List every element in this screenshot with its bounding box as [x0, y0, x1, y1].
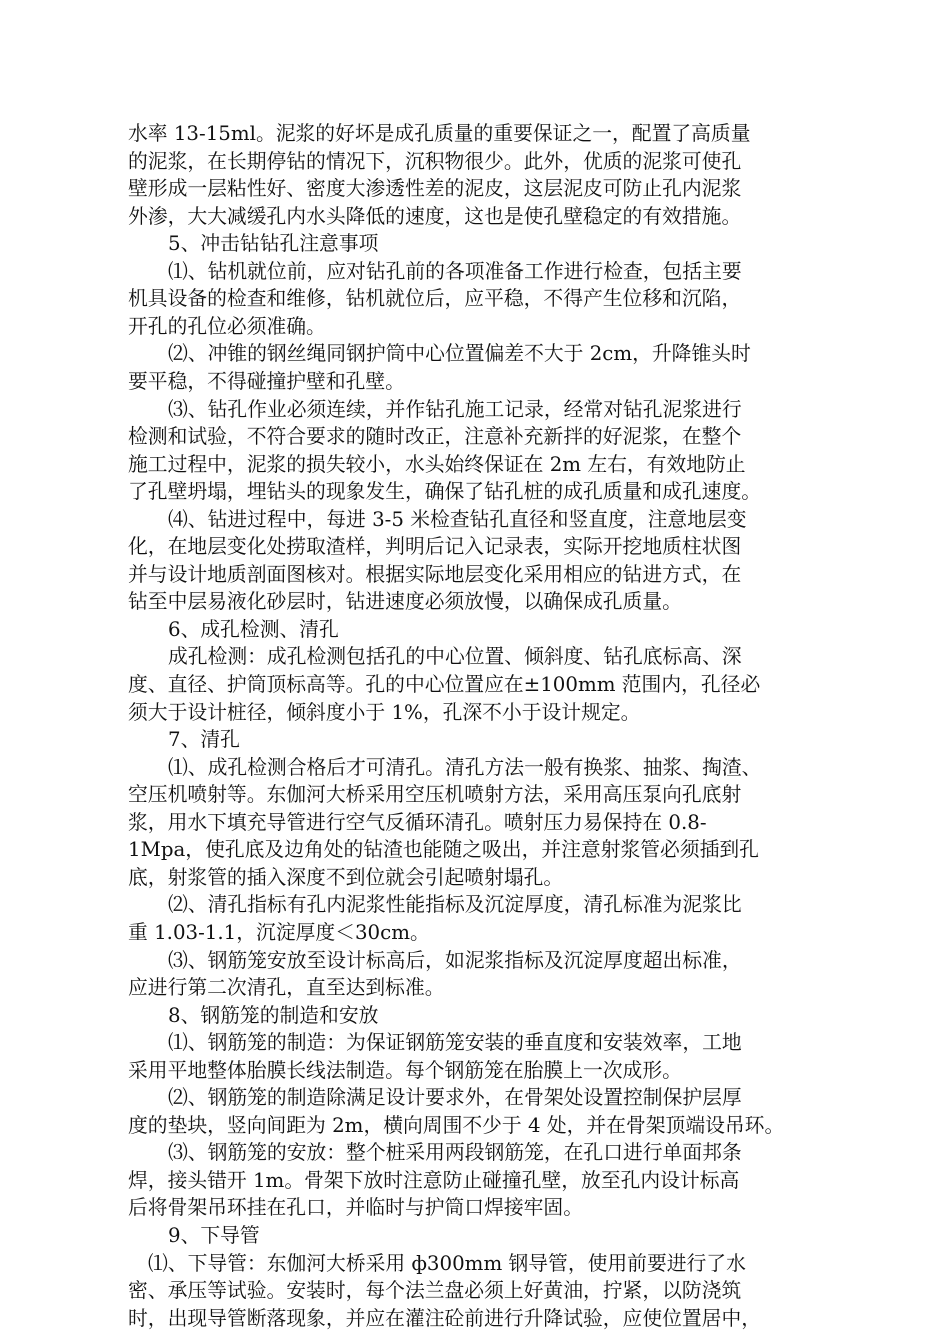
text-line: ⑷、钻进过程中，每进 3-5 米检查钻孔直径和竖直度，注意地层变 [168, 508, 747, 531]
text-line: 底，射浆管的插入深度不到位就会引起喷射塌孔。 [128, 866, 564, 889]
section-heading: 8、钢筋笼的制造和安放 [168, 1004, 379, 1027]
text-line: 开孔的孔位必须准确。 [128, 315, 326, 338]
text-line: 钻至中层易液化砂层时，钻进速度必须放慢，以确保成孔质量。 [128, 590, 682, 613]
section-heading: 6、成孔检测、清孔 [168, 618, 339, 641]
text-line: 浆，用水下填充导管进行空气反循环清孔。喷射压力易保持在 0.8- [128, 811, 707, 834]
text-line: 水率 13-15ml。泥浆的好坏是成孔质量的重要保证之一，配置了高质量 [128, 122, 751, 145]
text-line: 外渗，大大减缓孔内水头降低的速度，这也是使孔壁稳定的有效措施。 [128, 205, 742, 228]
text-line: 焊，接头错开 1m。骨架下放时注意防止碰撞孔壁，放至孔内设计标高 [128, 1169, 740, 1192]
section-heading: 7、清孔 [168, 728, 240, 751]
text-line: 采用平地整体胎膜长线法制造。每个钢筋笼在胎膜上一次成形。 [128, 1059, 682, 1082]
text-line: 时，出现导管断落现象，并应在灌注砼前进行升降试验，应使位置居中， [128, 1307, 762, 1330]
text-line: 检测和试验，不符合要求的随时改正，注意补充新拌的好泥浆，在整个 [128, 425, 742, 448]
text-line: 须大于设计桩径，倾斜度小于 1%，孔深不小于设计规定。 [128, 701, 641, 724]
text-line: 后将骨架吊环挂在孔口，并临时与护筒口焊接牢固。 [128, 1196, 583, 1219]
text-line: 成孔检测：成孔检测包括孔的中心位置、倾斜度、钻孔底标高、深 [168, 645, 742, 668]
text-line: ⑵、冲锥的钢丝绳同钢护筒中心位置偏差不大于 2cm，升降锥头时 [168, 342, 751, 365]
text-line: 机具设备的检查和维修，钻机就位后，应平稳，不得产生位移和沉陷， [128, 287, 742, 310]
text-line: ⑶、钻孔作业必须连续，并作钻孔施工记录，经常对钻孔泥浆进行 [168, 398, 742, 421]
text-line: 1Mpa，使孔底及边角处的钻渣也能随之吸出，并注意射浆管必须插到孔 [128, 838, 759, 861]
text-line: ⑴、钢筋笼的制造：为保证钢筋笼安装的垂直度和安装效率，工地 [168, 1031, 742, 1054]
text-line: ⑶、钢筋笼安放至设计标高后，如泥浆指标及沉淀厚度超出标准， [168, 949, 742, 972]
text-line: ⑴、下导管：东伽河大桥采用 ф300mm 钢导管，使用前要进行了水 [148, 1252, 746, 1275]
text-line: 化，在地层变化处捞取渣样，判明后记入记录表，实际开挖地质柱状图 [128, 535, 742, 558]
text-line: 了孔壁坍塌，埋钻头的现象发生，确保了钻孔桩的成孔质量和成孔速度。 [128, 480, 762, 503]
text-line: 度的垫块，竖向间距为 2m，横向周围不少于 4 处，并在骨架顶端设吊环。 [128, 1114, 785, 1137]
text-line: 重 1.03-1.1，沉淀厚度＜30cm。 [128, 921, 430, 944]
text-line: 度、直径、护筒顶标高等。孔的中心位置应在±100mm 范围内，孔径必 [128, 673, 761, 696]
text-line: ⑴、成孔检测合格后才可清孔。清孔方法一般有换浆、抽浆、掏渣、 [168, 756, 762, 779]
text-line: ⑶、钢筋笼的安放：整个桩采用两段钢筋笼，在孔口进行单面邦条 [168, 1141, 742, 1164]
text-line: 施工过程中，泥浆的损失较小，水头始终保证在 2m 左右，有效地防止 [128, 453, 746, 476]
text-line: 要平稳，不得碰撞护壁和孔壁。 [128, 370, 405, 393]
text-line: 壁形成一层粘性好、密度大渗透性差的泥皮，这层泥皮可防止孔内泥浆 [128, 177, 742, 200]
section-heading: 9、下导管 [168, 1224, 260, 1247]
text-line: 应进行第二次清孔，直至达到标准。 [128, 976, 445, 999]
text-line: ⑵、钢筋笼的制造除满足设计要求外，在骨架处设置控制保护层厚 [168, 1086, 742, 1109]
text-line: ⑴、钻机就位前，应对钻孔前的各项准备工作进行检查，包括主要 [168, 260, 742, 283]
text-line: ⑵、清孔指标有孔内泥浆性能指标及沉淀厚度，清孔标准为泥浆比 [168, 893, 742, 916]
text-line: 密、承压等试验。安装时，每个法兰盘必须上好黄油，拧紧，以防浇筑 [128, 1279, 742, 1302]
text-line: 的泥浆，在长期停钻的情况下，沉积物很少。此外，优质的泥浆可使孔 [128, 150, 742, 173]
section-heading: 5、冲击钻钻孔注意事项 [168, 232, 379, 255]
text-line: 空压机喷射等。东伽河大桥采用空压机喷射方法，采用高压泵向孔底射 [128, 783, 742, 806]
text-line: 并与设计地质剖面图核对。根据实际地层变化采用相应的钻进方式，在 [128, 563, 742, 586]
